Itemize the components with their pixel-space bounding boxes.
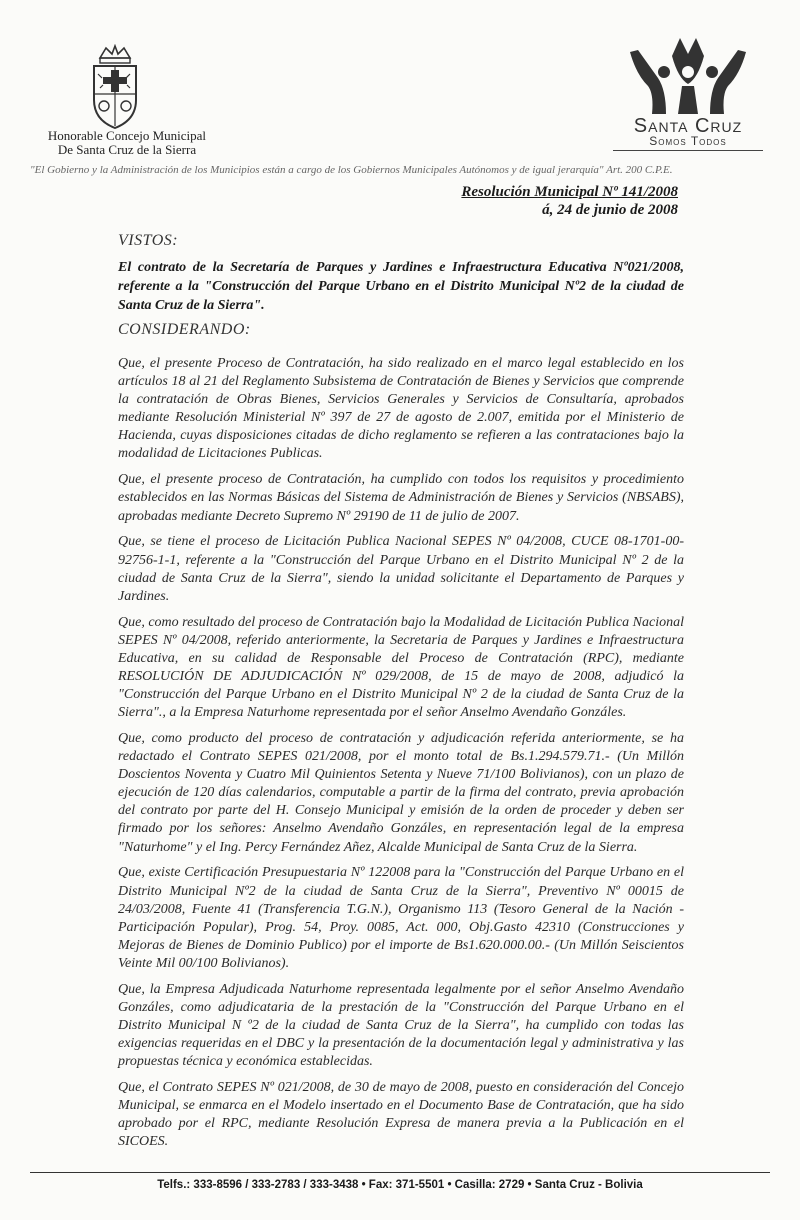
santa-cruz-logo-icon (608, 34, 768, 118)
footer-contact: Telfs.: 333-8596 / 333-2783 / 333-3438 • Fax: 371-5501 • Casilla: 2729 • Santa Cruz - Bolivia (157, 1179, 643, 1191)
considerando-paragraph: Que, el presente Proceso de Contratación, ha sido realizado en el marco legal establecido en los artículos 18 al 21 del Reglamento Subsistema de Contratación de Bienes y Servicios que comprende la contratación de Obras Bienes, Servicios Generales y Servicios de Consultaría, aprobados mediante Resolución Ministerial Nº 397 de 27 de agosto de 2.007, emitida por el Ministerio de Hacienda, cuyas disposiciones citadas de dicho reglamento se refieren a las contrataciones bajo la modalidad de Licitaciones Publicas. (118, 356, 684, 462)
constitutional-epigraph: "El Gobierno y la Administración de los Municipios están a cargo de los Gobiernos Municipales Autónomos y de igual jerarquía" Art. 200 C.P.E. (30, 164, 673, 176)
vistos-heading: VISTOS: (118, 232, 179, 249)
council-name-line2: De Santa Cruz de la Sierra (57, 142, 197, 157)
resolution-title: Resolución Municipal Nº 141/2008 (461, 184, 678, 200)
resolution-date: á, 24 de junio de 2008 (542, 202, 678, 218)
considerando-paragraph: Que, como producto del proceso de contratación y adjudicación referida anteriormente, se ha redactado el Contrato SEPES 021/2008, por el monto total de Bs.1.294.579.71.- (Un Millón Doscientos Noventa y Cuatro Mil Quinientos Setenta y Nueve 71/100 Bolivianos), con un plazo de ejecución de 120 días calendarios, computable a partir de la firma del contrato, previa aprobación del contrato por parte del H. Consejo Municipal y emisión de la orden de proceder y deben ser firmado por los señores: Anselmo Avendaño Gonzáles, en representación legal de la empresa "Naturhome" y el Ing. Percy Fernández Añez, Alcalde Municipal de Santa Cruz de la Sierra. (118, 730, 684, 855)
brand-name: Santa Cruz (633, 115, 743, 137)
considerando-paragraph: Que, como resultado del proceso de Contratación bajo la Modalidad de Licitación Publica Nacional SEPES Nº 04/2008, referido anteriormente, la Secretaria de Parques y Jardines e Infraestructura Educativa, en su calidad de Responsable del Proceso de Contratación (RPC), mediante RESOLUCIÓN DE ADJUDICACIÓN Nº 029/2008, de 15 de mayo de 2008, adjudicó la "Construcción del Parque Urbano en el Distrito Municipal Nº 2 de la ciudad de Santa Cruz de la Sierra"., a la Empresa Naturhome representada por el señor Anselmo Avendaño Gonzáles. (118, 614, 684, 721)
considerando-body (118, 355, 684, 1159)
coat-of-arms-icon (86, 44, 144, 130)
considerando-paragraph: Que, la Empresa Adjudicada Naturhome representada legalmente por el señor Anselmo Avendaño Gonzáles, como adjudicataria de la prestación de la "Construcción del Parque Urbano en el Distrito Municipal N º2 de la ciudad de Santa Cruz de la Sierra", ha cumplido con todas las exigencias requeridas en el DBC y la presentación de la documentación legal y administrativa y las propuestas técnica y económica establecidas. (118, 981, 684, 1070)
considerando-heading: CONSIDERANDO: (118, 321, 251, 338)
considerando-paragraph: Que, se tiene el proceso de Licitación Publica Nacional SEPES Nº 04/2008, CUCE 08-1701-00-92756-1-1, referente a la "Construcción del Parque Urbano en el Distrito Municipal Nº 2 de la ciudad de Santa Cruz de la Sierra", siendo la unidad solicitante el Departamento de Parques y Jardines. (118, 534, 684, 604)
considerando-paragraph: Que, existe Certificación Presupuestaria Nº 122008 para la "Construcción del Parque Urbano en el Distrito Municipal Nº2 de la ciudad de Santa Cruz de la Sierra", Preventivo Nº 00015 de 24/03/2008, Fuente 41 (Transferencia T.G.N.), Organismo 113 (Tesoro General de la Nación - Participación Popular), Prog. 54, Proy. 0085, Act. 000, Obj.Gasto 42310 (Construcciones y Mejoras de Bienes de Dominio Publico) por el importe de Bs1.620.000.00.- (Un Millón Seiscientos Veinte Mil 00/100 Bolivianos). (118, 865, 684, 971)
considerando-paragraph: Que, el Contrato SEPES Nº 021/2008, de 30 de mayo de 2008, puesto en consideración del Concejo Municipal, se enmarca en el Modelo insertado en el Documento Base de Contratación, que ha sido aprobado por el RPC, mediante Resolución Expresa de manera previa a la Publicación en el SICOES. (118, 1080, 684, 1150)
footer-divider (30, 1172, 770, 1173)
brand-slogan: Somos Todos (613, 135, 763, 151)
vistos-text: El contrato de la Secretaría de Parques y Jardines e Infraestructura Educativa Nº021/2008, referente a la "Construcción del Parque Urbano en el Distrito Municipal Nº2 de la ciudad de Santa Cruz de la Sierra". (118, 260, 684, 313)
council-name (22, 129, 232, 157)
council-name-line1: Honorable Concejo Municipal (47, 128, 207, 143)
considerando-paragraph: Que, el presente proceso de Contratación, ha cumplido con todos los requisitos y procedimiento establecidos en las Normas Básicas del Sistema de Administración de Bienes y Servicios (NBSABS), aprobadas mediante Decreto Supremo Nº 29190 de 11 de julio de 2007. (118, 472, 684, 524)
